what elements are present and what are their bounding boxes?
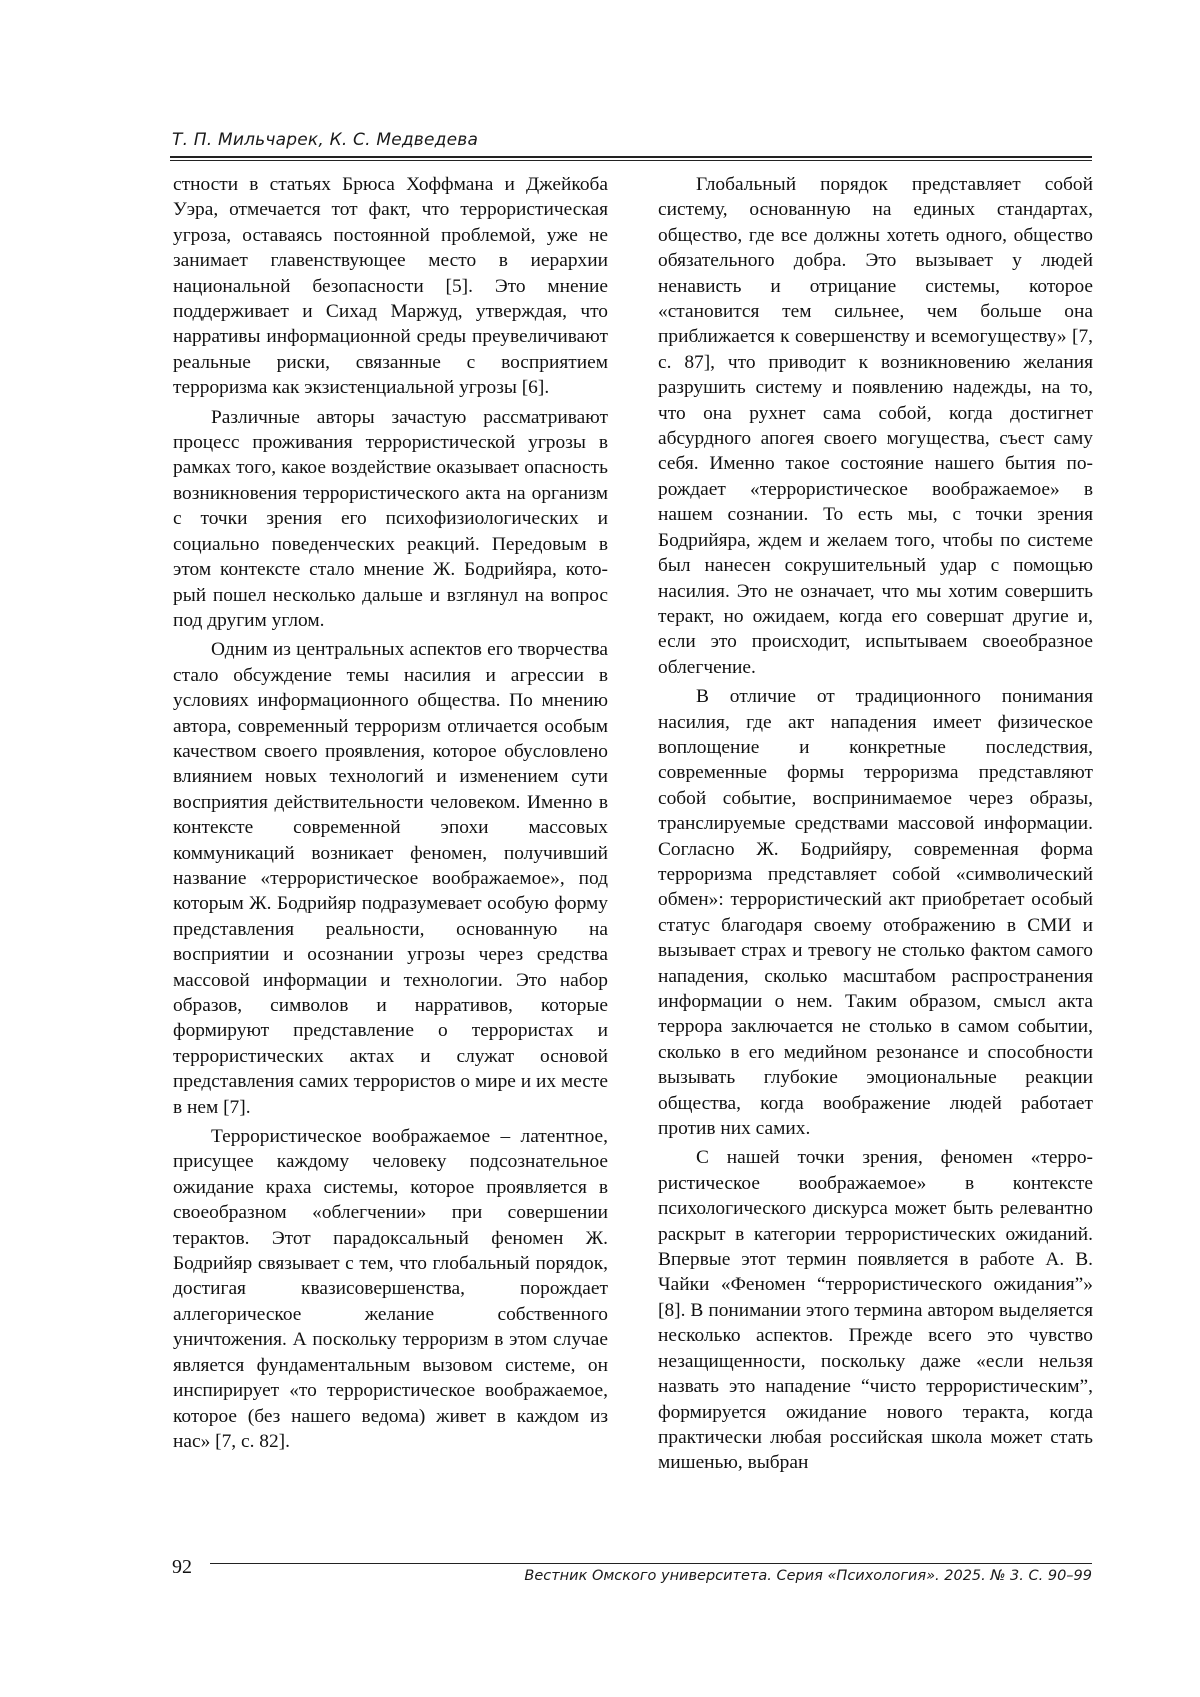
left-column <box>173 172 608 1458</box>
header-rule-thin <box>170 160 1092 161</box>
page-number: 92 <box>172 1556 192 1578</box>
paragraph: В отличие от традиционного понимания насилия, где акт нападения имеет физическое воплощение и конкретные последствия, современные формы терроризма представляют собой событие, воспринимаемое через образы, транслируемые средствами массовой информации. Согласно Ж. Бодрийяру, современная форма терроризма представляет собой «символический обмен»: террористический акт приобретает особый статус благодаря своему отображению в СМИ и вызывает страх и тревогу не столько фактом самого нападения, сколько масштабом распространения информации о нем. Таким образом, смысл акта террора заключается не столько в самом событии, сколько в его медийном резонансе и способности вызывать глубокие эмоциональные реакции общества, когда воображение людей работает против них самих. <box>658 686 1093 1140</box>
running-head-authors: Т. П. Мильчарек, К. С. Медведева <box>172 130 479 150</box>
journal-citation: Вестник Омского университета. Серия «Психология». 2025. № 3. С. 90–99 <box>524 1568 1092 1584</box>
paragraph: Глобальный порядок представляет собой систему, основанную на единых стандартах, общество, где все должны хотеть одного, общество обязательного добра. Это вызывает у людей ненависть и отрицание системы, которое «становится тем сильнее, чем больше она приближается к совершенству и всемогуществу» [7, с. 87], что приводит к возникновению желания разрушить систему и появлению надежды, на то, что она рухнет сама собой, когда достигнет абсурдного апогея своего могущества, съест саму себя. Именно такое состояние нашего бытия порождает «террористическое воображаемое» в нашем сознании. То есть мы, с точки зрения Бодрийяра, ждем и желаем того, чтобы по системе был нанесен сокрушительный удар с помощью насилия. Это не означает, что мы хотим совершить теракт, но ожидаем, когда его совершат другие и, если это происходит, испытываем своеобразное облегчение. <box>658 174 1093 678</box>
paragraph: стности в статьях Брюса Хоффмана и Джейкоба Уэра, отмечается тот факт, что террористическая угроза, оставаясь постоянной проблемой, уже не занимает главенствующее место в иерархии национальной безопасности [5]. Это мнение поддерживает и Сихад Маржуд, утверждая, что нарративы информационной среды преувеличивают реальные риски, связанные с восприятием терроризма как экзистенциальной угрозы [6]. <box>173 174 608 399</box>
paragraph: Одним из центральных аспектов его творчества стало обсуждение темы насилия и агрессии в условиях информационного общества. По мнению автора, современный терроризм отличается особым качеством своего проявления, которое обусловлено влиянием новых технологий и изменением сути восприятия действительности человеком. Именно в контексте современной эпохи массовых коммуникаций возникает феномен, получивший название «террористическое воображаемое», под которым Ж. Бодрийяр подразумевает особую форму представления реальности, основанную на восприятии и осознании угрозы через средства массовой информации и технологии. Это набор образов, символов и нарративов, которые формируют представление о террористах и террористических актах и служат основой представления самих террористов о мире и их месте в нем [7]. <box>173 639 608 1118</box>
paragraph: Различные авторы зачастую рассматривают процесс проживания террористической угрозы в рамках того, какое воздействие оказывает опасность возникновения террористического акта на организм с точки зрения его психофизиологических и социально поведенческих реакций. Передовым в этом контексте стало мнение Ж. Бодрийяра, который пошел несколько дальше и взглянул на вопрос под другим углом. <box>173 406 608 631</box>
right-column <box>658 172 1093 1480</box>
footer-rule <box>210 1563 1092 1564</box>
header-rule <box>170 156 1092 158</box>
paragraph: С нашей точки зрения, феномен «террористическое воображаемое» в контексте психологического дискурса может быть релевантно раскрыт в категории террористических ожиданий. Впервые этот термин появляется в работе А. В. Чайки «Феномен “террористического ожидания”» [8]. В понимании этого термина автором выделяется несколько аспектов. Прежде всего это чувство незащищенности, поскольку даже «если нельзя назвать это нападение “чисто террористическим”, формируется ожидание нового теракта, когда практически любая российская школа может стать мишенью, выбран <box>658 1147 1093 1474</box>
paragraph: Террористическое воображаемое – латентное, присущее каждому человеку подсознательное ожидание краха системы, которое проявляется в своеобразном «облегчении» при совершении терактов. Этот парадоксальный феномен Ж. Бодрийяр связывает с тем, что глобальный порядок, достигая квазисовершенства, порождает аллегорическое желание собственного уничтожения. А поскольку терроризм в этом случае является фундаментальным вызовом системе, он инспирирует «то террористическое воображаемое, которое (без нашего ведома) живет в каждом из нас» [7, с. 82]. <box>173 1126 608 1452</box>
